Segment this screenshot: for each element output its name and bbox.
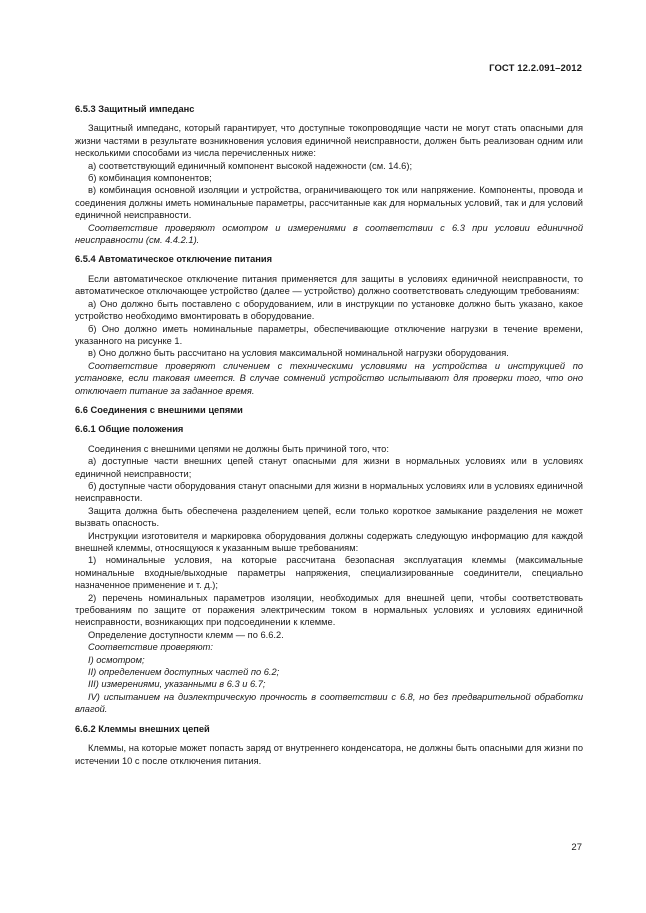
list-item: 1) номинальные условия, на которые рассчитана безопасная эксплуатация клеммы (максимальные номинальные входные/выходные параметры напряжения, специализированные соединители, специально назначенное применение и т. д.); xyxy=(75,555,583,591)
section-heading: 6.5.4 Автоматическое отключение питания xyxy=(75,254,273,265)
list-item: б) доступные части оборудования станут опасными для жизни в нормальных условиях или в условиях единичной неисправности. xyxy=(75,480,583,504)
list-item: б) Оно должно иметь номинальные параметры, обеспечивающие отключение нагрузки в течение времени, указанного на рисунке 1. xyxy=(75,323,583,346)
list-item: в) комбинация основной изоляции и устройства, ограничивающего ток или напряжение. Компоненты, провода и соединения должны иметь номинальные параметры, рассчитанные как для нормальных условий, так и для условий единичной неисправности. xyxy=(75,185,583,221)
section-heading: 6.6.1 Общие положения xyxy=(75,424,184,435)
list-item: а) соответствующий единичный компонент высокой надежности (см. 14.6); xyxy=(88,160,413,171)
paragraph: Клеммы, на которые может попасть заряд от внутреннего конденсатора, не должны быть опасными для жизни по истечении 10 с после отключения питания. xyxy=(75,743,583,766)
paragraph: Определение доступности клемм — по 6.6.2. xyxy=(88,629,284,640)
section-heading: 6.5.3 Защитный импеданс xyxy=(75,104,195,114)
list-item: б) комбинация компонентов; xyxy=(88,173,212,184)
paragraph: Соединения с внешними цепями не должны быть причиной того, что: xyxy=(88,443,389,454)
page-number: 27 xyxy=(571,842,582,853)
paragraph: Защитный импеданс, который гарантирует, что доступные токопроводящие части не могут стать опасными для жизни частями в результате возникновения условия единичной неисправности, должен быть реализован одним или несколькими способами из числа перечисленных ниже: xyxy=(75,123,583,159)
list-item: I) осмотром; xyxy=(88,654,145,665)
compliance-note: Соответствие проверяют: xyxy=(88,642,213,653)
paragraph: Инструкции изготовителя и маркировка оборудования должны содержать следующую информацию для каждой внешней клеммы, относящуюся к указанным выше требованиям: xyxy=(75,530,583,553)
compliance-note: Соответствие проверяют осмотром и измерениями в соответствии с 6.3 при условии единичной неисправности (см. 4.4.2.1). xyxy=(75,222,583,246)
document-number: ГОСТ 12.2.091–2012 xyxy=(489,63,582,74)
section-heading: 6.6 Соединения с внешними цепями xyxy=(75,404,243,415)
list-item: а) Оно должно быть поставлено с оборудованием, или в инструкции по установке должно быть указано, какое устройство необходимо вмонтировать в оборудование. xyxy=(75,298,583,322)
paragraph: Если автоматическое отключение питания применяется для защиты в условиях единичной неисправности, то автоматическое отключающее устройство (далее — устройство) должно соответствовать следующим требованиям: xyxy=(75,273,583,297)
list-item: 2) перечень номинальных параметров изоляции, необходимых для внешней цепи, чтобы соответствовать требованиям по защите от поражения электрическим током в нормальных условиях и условиях единичной неисправности, возникающих при подсоединении к клемме. xyxy=(75,592,583,628)
list-item: в) Оно должно быть рассчитано на условия максимальной номинальной нагрузки оборудования. xyxy=(88,348,509,359)
paragraph: Защита должна быть обеспечена разделением цепей, если только короткое замыкание разделения не может вызвать опасность. xyxy=(75,505,583,529)
list-item: а) доступные части внешних цепей станут опасными для жизни в нормальных условиях или в условиях единичной неисправности; xyxy=(75,456,583,479)
compliance-note: Соответствие проверяют сличением с техническими условиями на устройства и инструкцией по установке, если таковая имеется. В случае сомнений устройство испытывают для проверки того, что оно отключает питание за заданное время. xyxy=(75,360,583,396)
section-heading: 6.6.2 Клеммы внешних цепей xyxy=(75,723,210,734)
page-body xyxy=(75,96,583,767)
list-item: III) измерениями, указанными в 6.3 и 6.7; xyxy=(88,679,266,690)
list-item: II) определением доступных частей по 6.2; xyxy=(88,667,280,678)
list-item: IV) испытанием на диэлектрическую прочность в соответствии с 6.8, но без предварительной обработки влагой. xyxy=(75,691,583,715)
